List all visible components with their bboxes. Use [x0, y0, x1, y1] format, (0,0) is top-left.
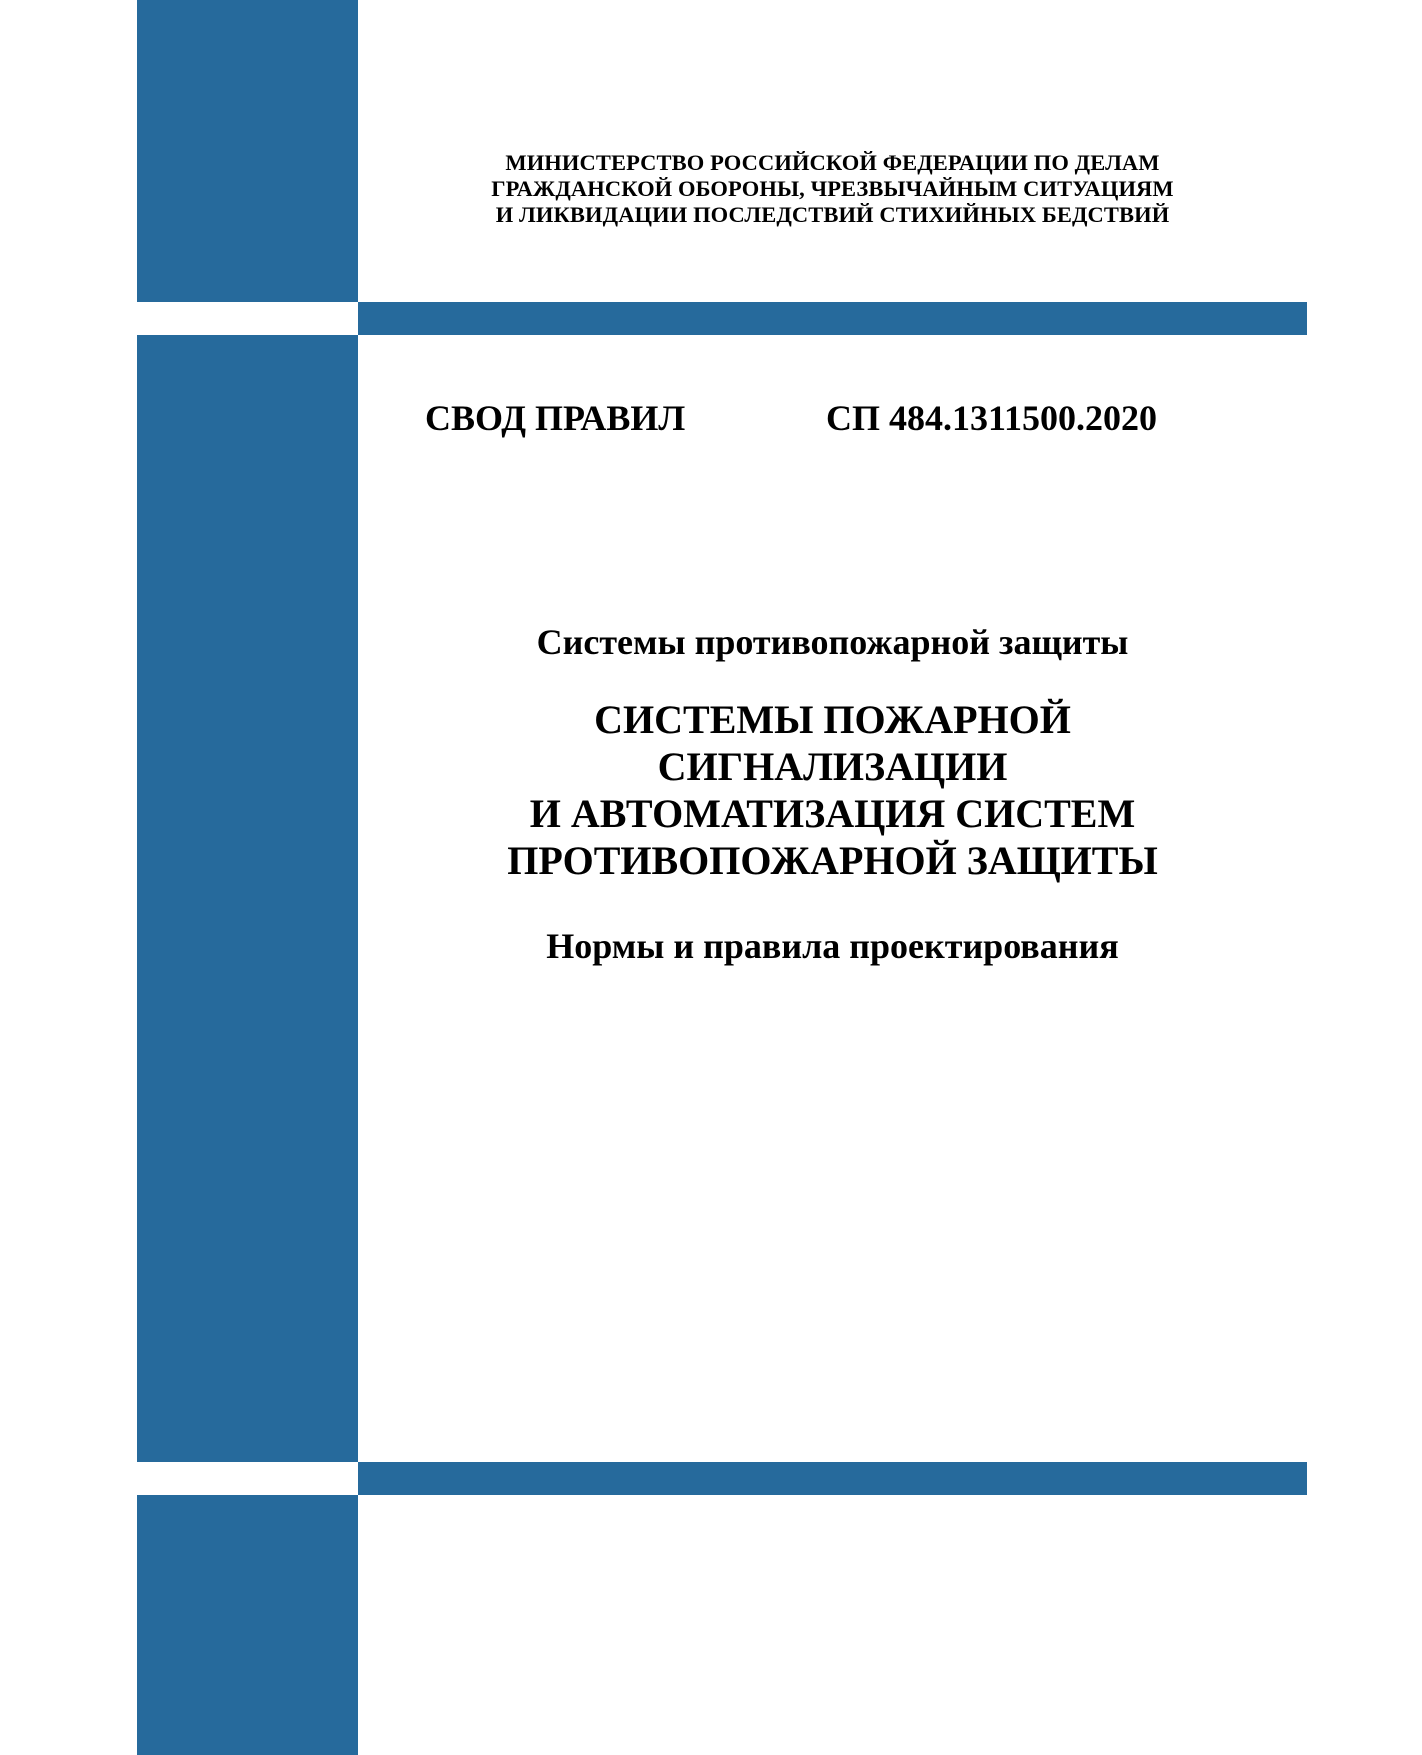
ministry-line: МИНИСТЕРСТВО РОССИЙСКОЙ ФЕДЕРАЦИИ ПО ДЕЛАМ	[505, 150, 1160, 175]
bottom-horizontal-stripe	[358, 1462, 1307, 1495]
top-horizontal-stripe	[358, 302, 1307, 335]
document-number: СП 484.1311500.2020	[826, 398, 1158, 438]
title-line: СИГНАЛИЗАЦИИ	[657, 744, 1008, 789]
title-line: СИСТЕМЫ ПОЖАРНОЙ	[594, 697, 1071, 742]
ministry-line: ГРАЖДАНСКОЙ ОБОРОНЫ, ЧРЕЗВЫЧАЙНЫМ СИТУАЦИЯМ	[491, 176, 1174, 201]
document-title	[358, 696, 1307, 884]
document-type-label: СВОД ПРАВИЛ	[425, 398, 686, 438]
left-bar-top	[137, 0, 358, 302]
ministry-line: И ЛИКВИДАЦИИ ПОСЛЕДСТВИЙ СТИХИЙНЫХ БЕДСТВИЙ	[495, 202, 1170, 227]
left-bar-bottom	[137, 1495, 358, 1755]
document-subtitle: Нормы и правила проектирования	[546, 926, 1119, 966]
left-bar-middle	[137, 335, 358, 1462]
title-block	[358, 620, 1307, 968]
title-line: И АВТОМАТИЗАЦИЯ СИСТЕМ	[529, 791, 1136, 836]
title-line: ПРОТИВОПОЖАРНОЙ ЗАЩИТЫ	[507, 838, 1158, 883]
document-category: Системы противопожарной защиты	[536, 622, 1129, 662]
ministry-header	[358, 150, 1307, 228]
